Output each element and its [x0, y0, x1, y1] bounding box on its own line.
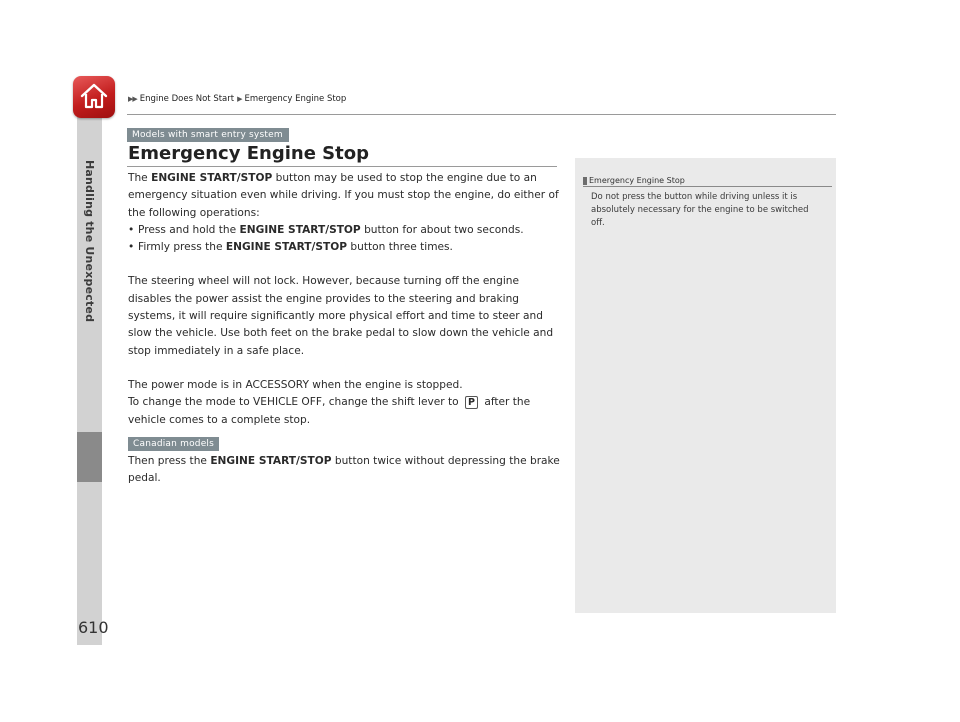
breadcrumb-arrow-icon: ▶ — [237, 95, 242, 103]
bullet-text-pre: Press and hold the — [138, 223, 240, 236]
section-label: Handling the Unexpected — [83, 160, 96, 323]
note-text: Do not press the button while driving unless it is absolutely necessary for the engine to be switched off. — [591, 192, 809, 228]
note-heading-text: Emergency Engine Stop — [589, 176, 685, 185]
breadcrumb-item-emergency-engine-stop[interactable]: Emergency Engine Stop — [244, 94, 347, 104]
operations-list — [128, 222, 560, 257]
section-rail-marker — [77, 432, 102, 482]
breadcrumb-item-engine-does-not-start[interactable]: Engine Does Not Start — [139, 94, 235, 104]
home-button[interactable] — [73, 76, 115, 118]
canadian-text-rest: button twice without depressing the brake pedal. — [128, 454, 560, 485]
canadian-paragraph — [128, 453, 560, 488]
note-divider — [583, 186, 832, 187]
main-content — [128, 170, 560, 487]
canadian-button-name: ENGINE START/STOP — [210, 454, 332, 467]
note-marker-icon — [583, 177, 587, 185]
bullet-button-name: ENGINE START/STOP — [225, 241, 348, 254]
intro-text-rest: button may be used to stop the engine due to an emergency situation even while driving. If you must stop the engine, do either of the following operations: — [128, 172, 559, 219]
canadian-text-lead: Then press the — [128, 454, 211, 467]
intro-text-lead: The — [128, 172, 152, 184]
bullet-button-name: ENGINE START/STOP — [239, 223, 361, 236]
home-icon — [78, 80, 110, 112]
breadcrumb — [128, 94, 346, 104]
page-number: 610 — [78, 618, 109, 637]
park-key-icon: P — [465, 396, 478, 409]
intro-button-name: ENGINE START/STOP — [151, 172, 273, 184]
breadcrumb-arrow-icon: ▶▶ — [128, 95, 137, 103]
header-divider — [127, 114, 836, 115]
steering-paragraph: The steering wheel will not lock. However, because turning off the engine disables the power assist the engine provides to the steering and braking systems, it will require significantly more physical effort and time to steer and slow the vehicle. Use both feet on the brake pedal to slow down the vehicle and stop immediately in a safe place. — [128, 275, 554, 357]
note-heading — [583, 176, 685, 185]
shift-lever-paragraph — [128, 394, 560, 429]
intro-paragraph — [128, 170, 560, 222]
bullet-text-pre: Firmly press the — [138, 241, 226, 254]
side-note — [575, 158, 836, 613]
page-title: Emergency Engine Stop — [128, 143, 369, 164]
title-divider — [127, 166, 557, 167]
shift-text-pre: To change the mode to VEHICLE OFF, change the shift lever to — [128, 396, 463, 409]
canadian-badge: Canadian models — [128, 437, 219, 451]
bullet-text-post: button for about two seconds. — [360, 223, 524, 236]
bullet-text-post: button three times. — [347, 241, 453, 254]
shift-text-post: after the vehicle comes to a complete stop. — [128, 396, 531, 426]
list-item — [128, 222, 560, 239]
power-mode-line: The power mode is in ACCESSORY when the engine is stopped. — [128, 378, 463, 391]
list-item — [128, 239, 560, 256]
models-badge: Models with smart entry system — [127, 128, 289, 142]
